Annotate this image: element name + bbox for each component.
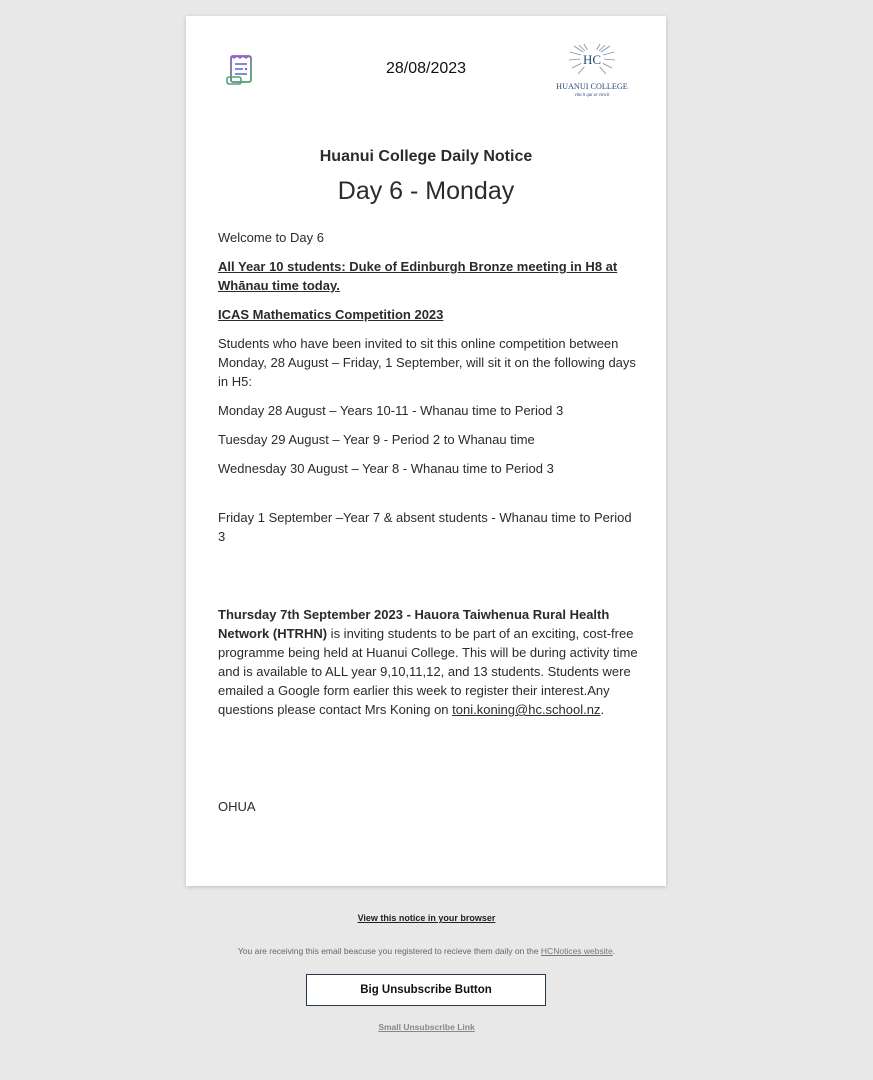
logo-initials: HC [582, 52, 602, 67]
logo-motto: vincit qui se vincit [574, 93, 610, 98]
small-unsubscribe-link[interactable]: Small Unsubscribe Link [378, 1022, 475, 1032]
welcome-text: Welcome to Day 6 [218, 230, 324, 245]
htrhn-heading: Thursday 7th September 2023 - Hauora Taiwhenua Rural Health Network (HTRHN) [218, 607, 610, 641]
subscription-note-end: . [612, 946, 616, 956]
schedule-item: Friday 1 September –Year 7 & absent students - Whanau time to Period 3 [218, 510, 632, 544]
notice-card [186, 16, 666, 886]
contact-email-link[interactable]: toni.koning@hc.school.nz [452, 702, 601, 717]
icas-intro: Students who have been invited to sit this online competition between Monday, 28 August – Friday, 1 September, will sit it on the following days in H5: [218, 336, 636, 389]
notice-day: Day 6 - Monday [337, 177, 515, 205]
big-unsubscribe-button[interactable]: Big Unsubscribe Button [306, 974, 546, 1006]
icas-heading: ICAS Mathematics Competition 2023 [218, 307, 444, 322]
subscription-note [0, 946, 853, 956]
notice-title: Huanui College Daily Notice [319, 148, 533, 165]
subscription-note-text: You are receiving this email beacuse you registered to recieve them daily on the [237, 946, 541, 956]
schedule-item: Monday 28 August – Years 10-11 - Whanau time to Period 3 [218, 403, 564, 418]
view-in-browser-link[interactable]: View this notice in your browser [357, 913, 496, 923]
signoff: OHUA [218, 799, 256, 814]
huanui-college-logo [552, 44, 632, 98]
duke-of-edinburgh-notice: All Year 10 students: Duke of Edinburgh Bronze meeting in H8 at Whānau time today. [218, 259, 618, 293]
notice-body [218, 228, 638, 826]
hcnotices-website-link[interactable]: HCNotices website [540, 946, 613, 956]
htrhn-notice [218, 605, 638, 719]
schedule-item: Tuesday 29 August – Year 9 - Period 2 to Whanau time [218, 432, 535, 447]
schedule-item: Wednesday 30 August – Year 8 - Whanau time to Period 3 [218, 461, 554, 476]
htrhn-end: . [600, 702, 605, 717]
logo-name: HUANUI COLLEGE [556, 82, 628, 91]
notice-date: 28/08/2023 [385, 60, 467, 77]
htrhn-text: is inviting students to be part of an exciting, cost-free programme being held at Huanui College. This will be during activity time and is available to ALL year 9,10,11,12, and 13 students. Students were emailed a Google form earlier this week to register their interest.Any questions please contact Mrs Koning on [218, 626, 638, 717]
